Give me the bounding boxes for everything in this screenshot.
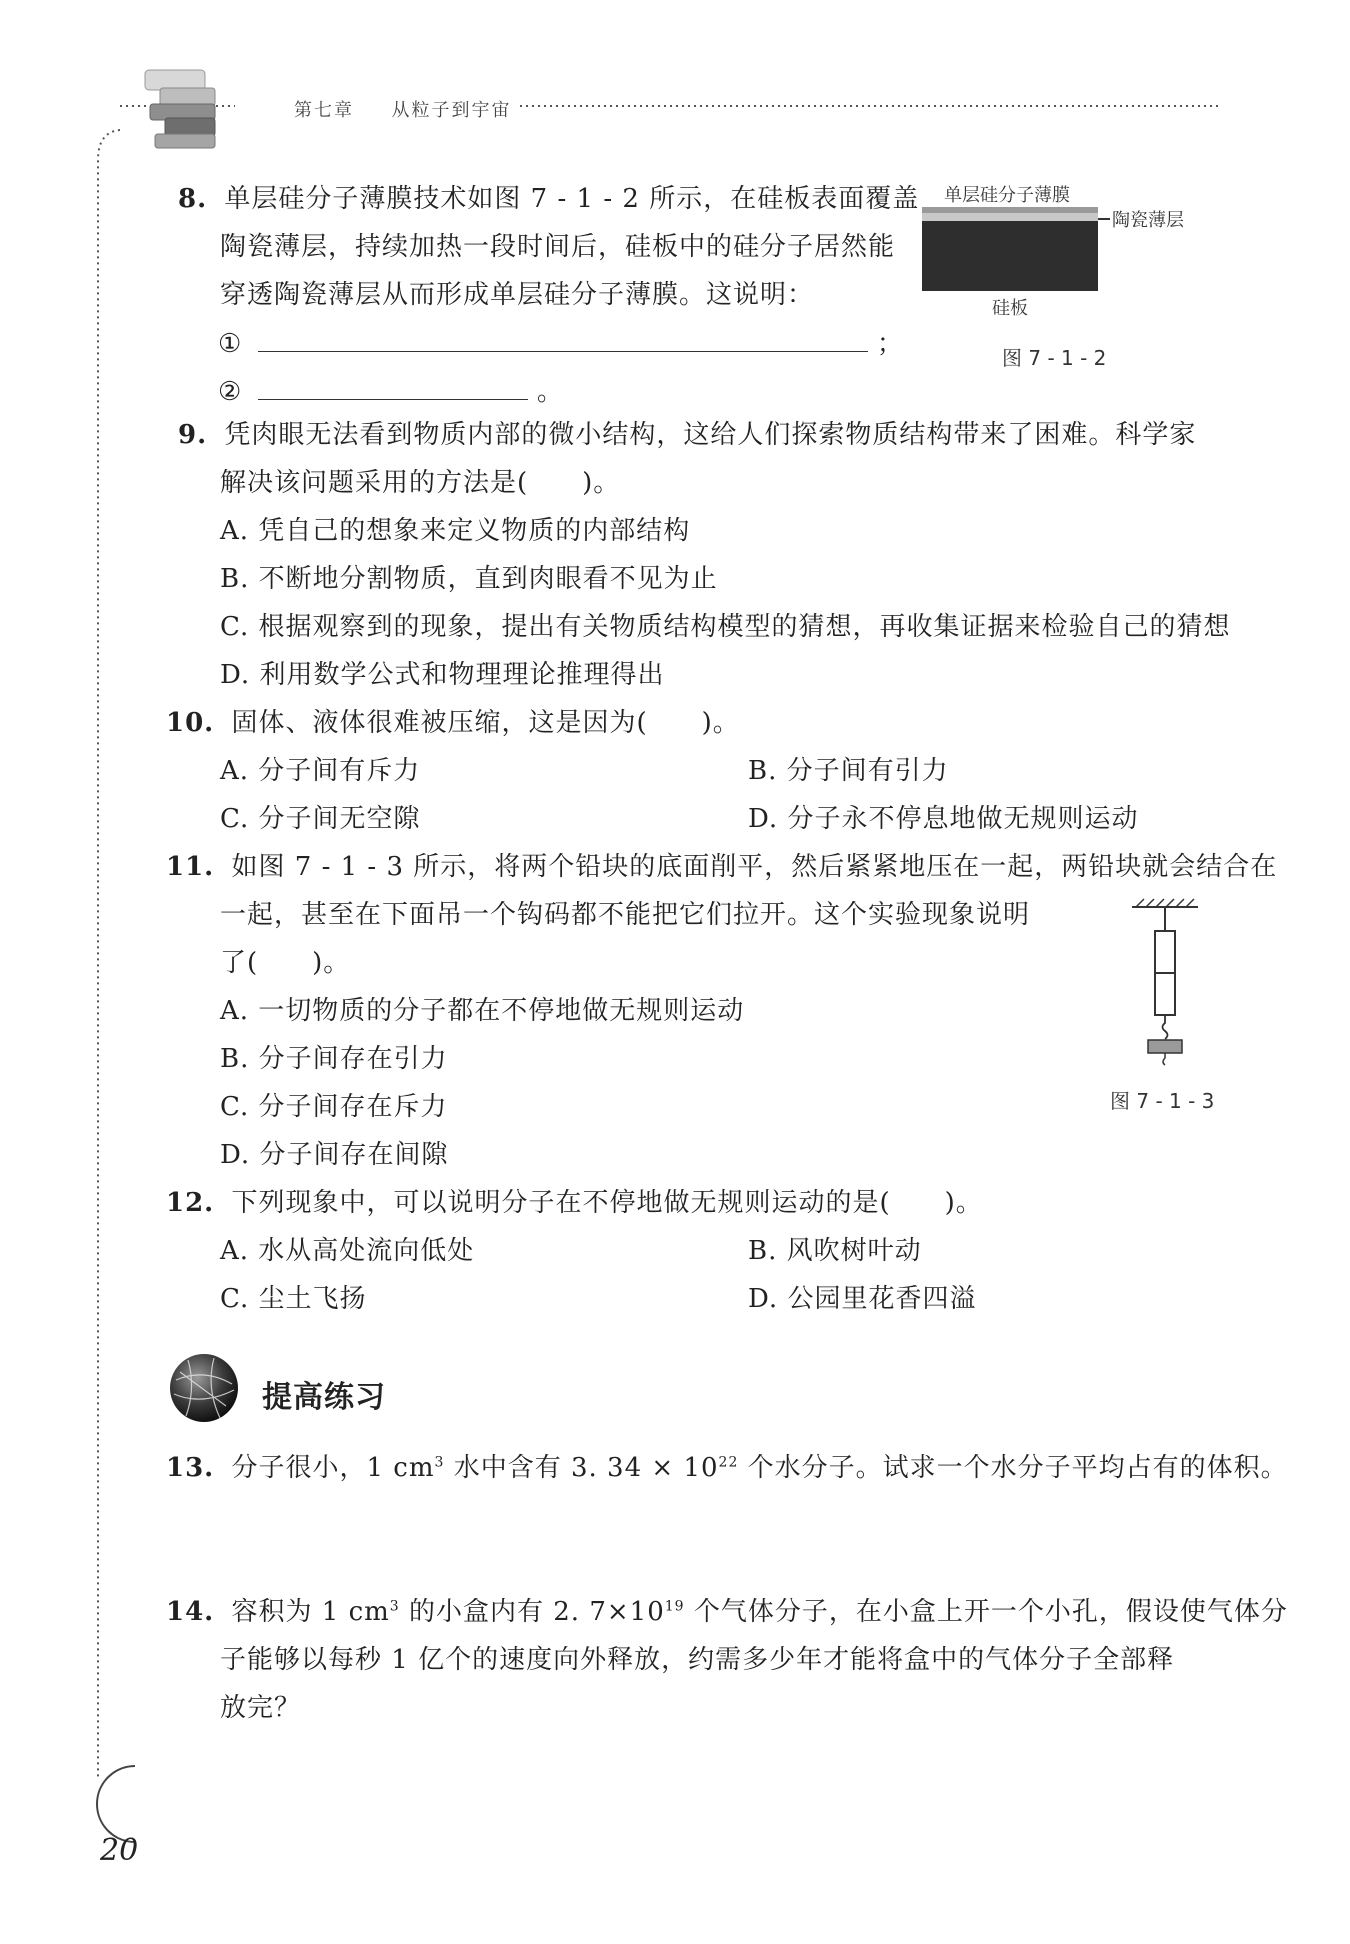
q14-text-post: 个气体分子，在小盒上开一个小孔，假设使气体分	[684, 1597, 1288, 1627]
q9-option-a[interactable]: A. 凭自己的想象来定义物质的内部结构	[220, 516, 691, 546]
q10-option-a[interactable]: A. 分子间有斥力	[220, 756, 421, 786]
q11-option-c[interactable]: C. 分子间存在斥力	[220, 1092, 448, 1122]
q11-number: 11.	[166, 852, 215, 882]
q9-option-c[interactable]: C. 根据观察到的现象，提出有关物质结构模型的猜想，再收集证据来检验自己的猜想	[220, 612, 1231, 642]
q11-option-a[interactable]: A. 一切物质的分子都在不停地做无规则运动	[220, 996, 745, 1026]
page-number: 20	[100, 1833, 139, 1868]
lead-block-top	[1155, 931, 1175, 973]
q9-number: 9.	[178, 420, 208, 450]
q13-text-pre: 分子很小，1 cm	[231, 1453, 435, 1483]
q12-stem-row	[166, 1187, 983, 1219]
q13-number: 13.	[166, 1453, 215, 1483]
fig712-pointer-line	[1098, 218, 1110, 220]
chapter-number: 第七章	[294, 100, 354, 121]
section-title: 提高练习	[262, 1380, 386, 1415]
q14-row-3: 放完？	[220, 1693, 302, 1723]
q8-blank-2-end: 。	[536, 377, 564, 407]
fig713-caption: 图 7 - 1 - 3	[1110, 1089, 1215, 1113]
q8-line-3	[220, 279, 814, 311]
q10-option-c[interactable]: C. 分子间无空隙	[220, 804, 421, 834]
q8-blank-1-end: ；	[876, 329, 904, 359]
q13-sup-1: 3	[434, 1454, 445, 1471]
chapter-title: 从粒子到宇宙	[391, 100, 512, 121]
q8-blank-1-row	[218, 327, 904, 360]
globe-icon	[166, 1350, 242, 1426]
q11-line-3	[220, 947, 350, 979]
figure-7-1-2	[922, 178, 1202, 378]
q12-option-b[interactable]: B. 风吹树叶动	[748, 1236, 922, 1266]
q8-blank-2-row	[218, 375, 564, 408]
fig712-label-board: 硅板	[992, 298, 1028, 319]
q14-sup-1: 3	[389, 1598, 400, 1615]
q10-stem: 固体、液体很难被压缩，这是因为( )。	[231, 708, 740, 738]
q11-option-d[interactable]: D. 分子间存在间隙	[220, 1140, 449, 1170]
q8-blank-2-label: ②	[218, 377, 243, 407]
q10-stem-row	[166, 707, 740, 739]
q13-row	[166, 1452, 1288, 1484]
q8-blank-1-label: ①	[218, 329, 243, 359]
q14-number: 14.	[166, 1597, 215, 1627]
q9-option-b[interactable]: B. 不断地分割物质，直到肉眼看不见为止	[220, 564, 718, 594]
lead-block-bottom	[1155, 973, 1175, 1015]
q11-line-2	[220, 899, 1030, 931]
q11-text-2: 一起，甚至在下面吊一个钩码都不能把它们拉开。这个实验现象说明	[220, 900, 1031, 930]
page-number-ring	[97, 1766, 135, 1842]
q9-line-1	[178, 419, 1196, 451]
figure-7-1-3	[1120, 895, 1230, 1075]
fig712-caption: 图 7 - 1 - 2	[1002, 346, 1107, 370]
q14-sup-2: 19	[664, 1598, 685, 1615]
q14-text-mid: 的小盒内有 2. 7×10	[399, 1597, 665, 1627]
q14-text-pre: 容积为 1 cm	[231, 1597, 390, 1627]
q9-line-2	[220, 467, 620, 499]
q8-text-3: 穿透陶瓷薄层从而形成单层硅分子薄膜。这说明：	[220, 280, 815, 310]
fig712-ceramic-layer	[922, 213, 1098, 221]
q13-text-post: 个水分子。试求一个水分子平均占有的体积。	[738, 1453, 1288, 1483]
q14-row-2: 子能够以每秒 1 亿个的速度向外释放，约需多少年才能将盒中的气体分子全部释	[220, 1645, 1175, 1675]
q12-number: 12.	[166, 1188, 215, 1218]
books-icon	[145, 70, 215, 148]
q11-text-3: 了( )。	[220, 948, 351, 978]
fig712-label-film: 单层硅分子薄膜	[944, 185, 1070, 206]
q10-number: 10.	[166, 708, 215, 738]
fig712-label-ceramic: 陶瓷薄层	[1112, 210, 1184, 231]
q11-text-1: 如图 7 - 1 - 3 所示，将两个铅块的底面削平，然后紧紧地压在一起，两铅块就会结合在	[231, 852, 1278, 882]
q12-option-a[interactable]: A. 水从高处流向低处	[220, 1236, 475, 1266]
q8-text-2: 陶瓷薄层，持续加热一段时间后，硅板中的硅分子居然能	[220, 232, 896, 262]
q8-text-1: 单层硅分子薄膜技术如图 7 - 1 - 2 所示，在硅板表面覆盖	[224, 184, 920, 214]
hook-weight	[1148, 1040, 1182, 1053]
q8-line-2	[220, 231, 895, 263]
q9-option-d[interactable]: D. 利用数学公式和物理理论推理得出	[220, 660, 665, 690]
q13-text-mid: 水中含有 3. 34 × 10	[444, 1453, 719, 1483]
chapter-header	[294, 96, 511, 122]
q11-line-1	[166, 851, 1277, 883]
q10-option-b[interactable]: B. 分子间有引力	[748, 756, 949, 786]
q8-number: 8.	[178, 184, 208, 214]
q12-option-d[interactable]: D. 公园里花香四溢	[748, 1284, 977, 1314]
q10-option-d[interactable]: D. 分子永不停息地做无规则运动	[748, 804, 1139, 834]
q8-line-1	[178, 183, 919, 215]
q8-answer-blank-1[interactable]	[258, 327, 868, 352]
q8-answer-blank-2[interactable]	[258, 375, 528, 400]
q14-row-1	[166, 1596, 1288, 1628]
q12-option-c[interactable]: C. 尘土飞扬	[220, 1284, 367, 1314]
q9-text-1: 凭肉眼无法看到物质内部的微小结构，这给人们探索物质结构带来了困难。科学家	[224, 420, 1197, 450]
q9-text-2: 解决该问题采用的方法是( )。	[220, 468, 621, 498]
q13-sup-2: 22	[718, 1454, 739, 1471]
q11-option-b[interactable]: B. 分子间存在引力	[220, 1044, 448, 1074]
fig712-silicon-board	[922, 221, 1098, 291]
q12-stem: 下列现象中，可以说明分子在不停地做无规则运动的是( )。	[231, 1188, 983, 1218]
